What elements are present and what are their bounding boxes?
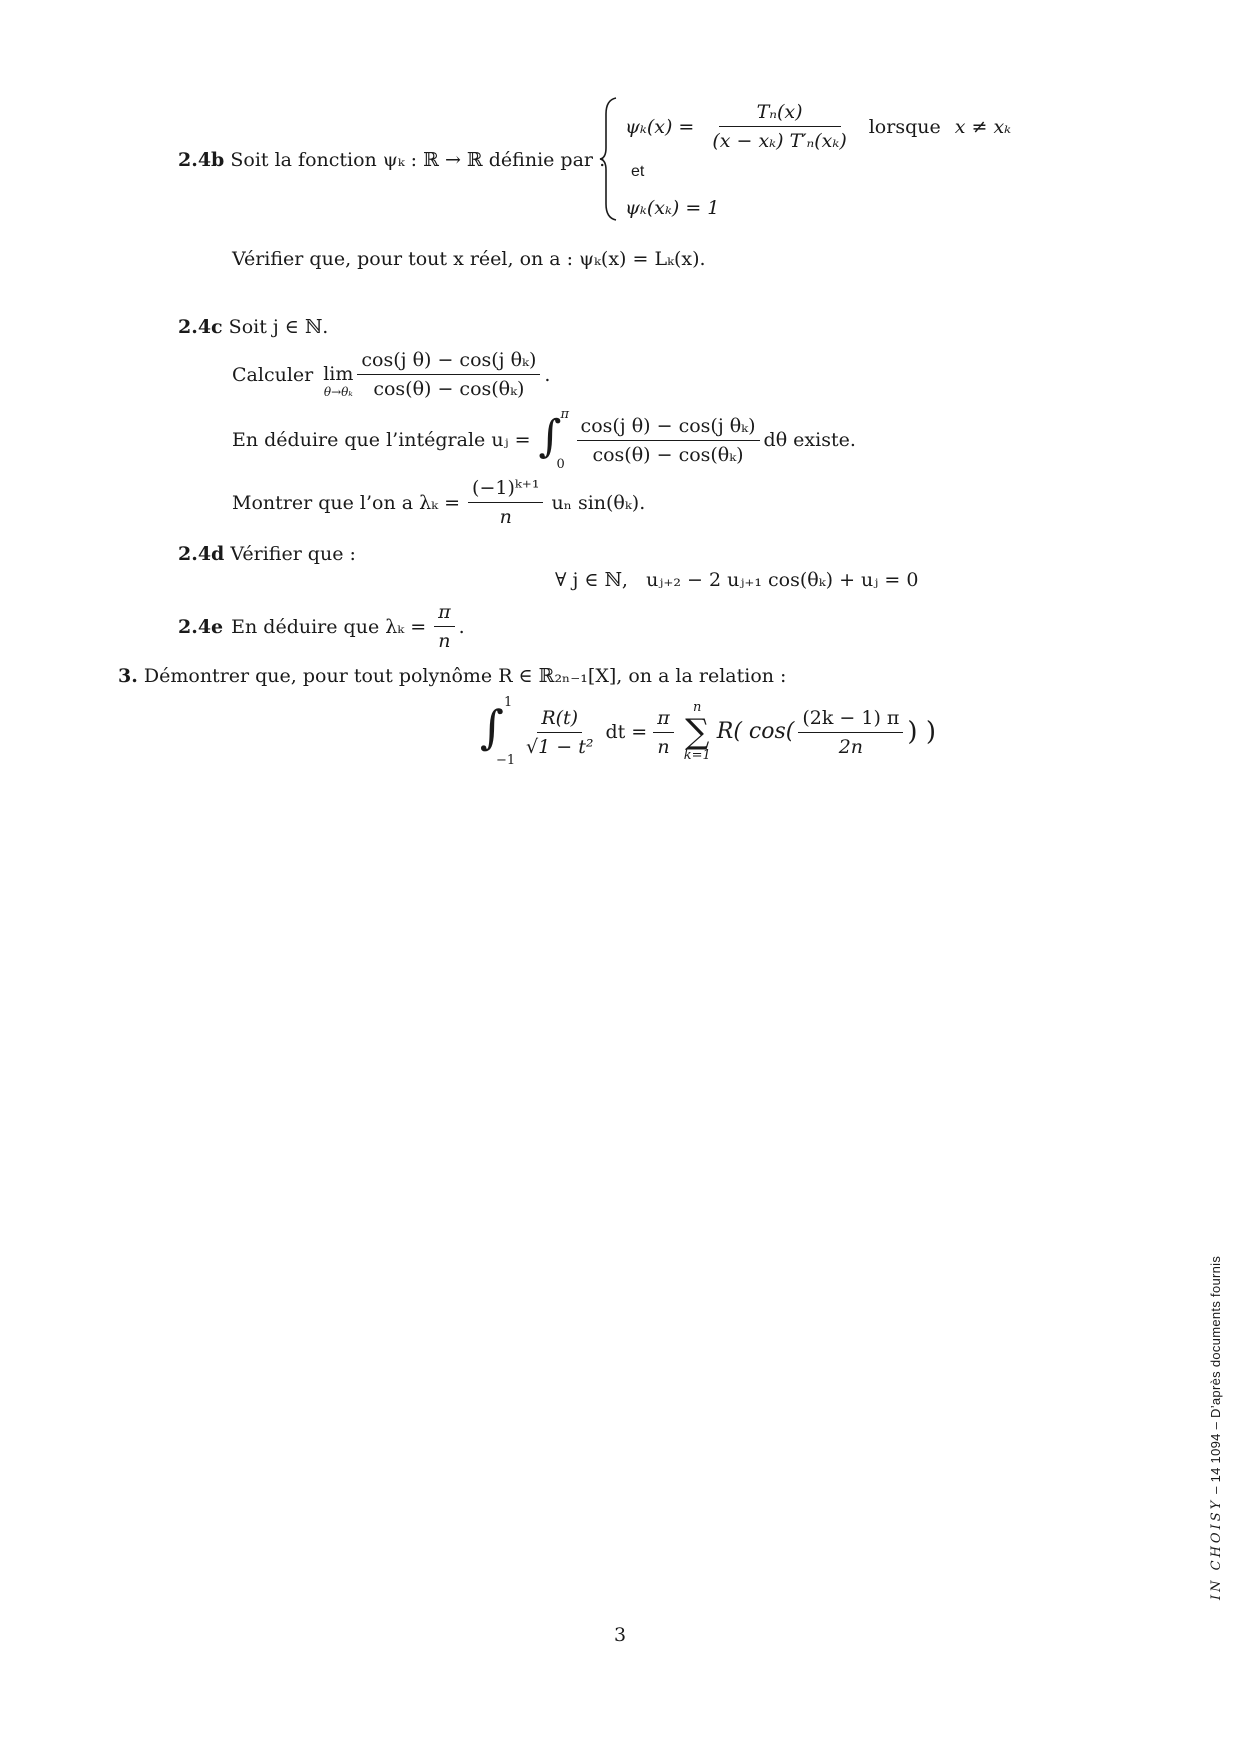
sum-lower: k=1 <box>683 748 711 763</box>
sigma-glyph: ∑ <box>685 712 710 752</box>
cases-brace <box>598 96 622 222</box>
calc-fraction <box>357 348 540 401</box>
q3-intro-line <box>118 664 786 688</box>
calc-prefix: Calculer <box>232 363 314 386</box>
int1-fraction <box>577 414 760 467</box>
q2-4d-label: 2.4d <box>178 543 225 565</box>
q2-4c-intro-line <box>178 315 328 339</box>
q2-4b-verify: Vérifier que, pour tout x réel, on a : ψₖ(x) = Lₖ(x). <box>232 248 706 270</box>
lim-text: lim <box>323 362 354 385</box>
q2-4b-case2: ψₖ(xₖ) = 1 <box>625 197 720 219</box>
show-suffix: uₙ sin(θₖ). <box>551 491 646 514</box>
q3-pi-fraction <box>653 706 674 759</box>
case1-denominator: (x − xₖ) T′ₙ(xₖ) <box>712 130 847 152</box>
q2-4e-fraction <box>434 600 455 653</box>
deduce-prefix: En déduire que l’intégrale uⱼ = <box>232 429 531 451</box>
case-et: et <box>631 163 645 180</box>
q2-4d-intro-line <box>178 542 356 566</box>
q3-intro: Démontrer que, pour tout polynôme R ∈ ℝ₂ₙ₋₁[X], on a la relation : <box>143 665 787 687</box>
q2-4b-intro-line <box>178 148 605 172</box>
q2-4b-intro: Soit la fonction ψₖ : ℝ → ℝ définie par : <box>230 149 606 171</box>
q2-4e-numerator: π <box>434 600 455 627</box>
q2-4c-calc-line <box>232 348 550 401</box>
q3-rhs-denominator: 2n <box>838 735 864 758</box>
q3-rhs-close: ) ) <box>907 717 936 747</box>
q2-4b-case1 <box>625 100 1011 153</box>
case1-fraction <box>708 100 850 153</box>
show-fraction <box>468 476 543 529</box>
case1-lhs: ψₖ(x) = <box>625 115 695 138</box>
lim-under: θ→θₖ <box>323 384 353 399</box>
sum-upper: n <box>693 700 702 715</box>
q3-label: 3. <box>118 665 138 687</box>
q3-lhs-denominator: √1 − t² <box>526 735 594 758</box>
int1-denominator: cos(θ) − cos(θₖ) <box>592 443 744 466</box>
q2-4d-intro: Vérifier que : <box>230 543 356 565</box>
q2-4c-intro: Soit j ∈ ℕ. <box>228 316 329 338</box>
case1-condition: x ≠ xₖ <box>954 115 1012 138</box>
side-credit-text: – 14 1094 – D’après documents fournis <box>1208 1255 1223 1498</box>
q2-4e-line <box>178 600 465 653</box>
q3-lhs-fraction <box>522 706 597 759</box>
q3-pi-numerator: π <box>653 706 674 733</box>
int2-upper: 1 <box>504 695 513 710</box>
int1-upper: π <box>560 407 570 422</box>
int1-lower: 0 <box>556 457 565 472</box>
calc-end: . <box>544 363 551 386</box>
q3-formula <box>478 695 936 768</box>
int1-numerator: cos(j θ) − cos(j θₖ) <box>577 414 760 441</box>
q2-4c-label: 2.4c <box>178 316 223 338</box>
q3-rhs-fraction <box>798 706 903 759</box>
q2-4b-label: 2.4b <box>178 149 225 171</box>
q3-rhs-open: R( cos( <box>716 719 795 744</box>
q2-4c-deduce-line <box>232 407 856 472</box>
q3-pi-denominator: n <box>657 735 670 758</box>
side-credit <box>1208 1256 1224 1600</box>
calc-numerator: cos(j θ) − cos(j θₖ) <box>357 348 540 375</box>
side-credit-italic: IN CHOISY <box>1209 1497 1224 1600</box>
int2-lower: −1 <box>496 753 516 768</box>
q2-4c-show-line <box>232 476 645 529</box>
show-denominator: n <box>499 506 512 528</box>
deduce-suffix: dθ existe. <box>763 429 856 451</box>
show-numerator: (−1)ᵏ⁺¹ <box>468 476 543 503</box>
q2-4d-formula: ∀ j ∈ ℕ, uⱼ₊₂ − 2 uⱼ₊₁ cos(θₖ) + uⱼ = 0 <box>555 569 919 591</box>
case1-numerator: Tₙ(x) <box>719 100 841 127</box>
limit-operator <box>323 351 353 399</box>
q3-dt-eq: dt = <box>605 721 648 743</box>
q3-lhs-numerator: R(t) <box>537 706 582 733</box>
integral-sign-1: ∫ π 0 <box>538 407 570 472</box>
sum-operator <box>684 701 711 763</box>
q3-rhs-numerator: (2k − 1) π <box>798 706 903 733</box>
q2-4e-label: 2.4e <box>178 615 224 638</box>
case1-condition-word: lorsque <box>868 115 941 138</box>
q2-4e-prefix: En déduire que λₖ = <box>231 615 427 638</box>
show-prefix: Montrer que l’on a λₖ = <box>232 491 461 514</box>
page-number: 3 <box>613 1624 627 1646</box>
integral-sign-2: ∫ 1 −1 <box>480 695 516 768</box>
q2-4e-end: . <box>458 615 465 638</box>
calc-denominator: cos(θ) − cos(θₖ) <box>373 378 525 400</box>
q2-4e-denominator: n <box>438 630 451 652</box>
